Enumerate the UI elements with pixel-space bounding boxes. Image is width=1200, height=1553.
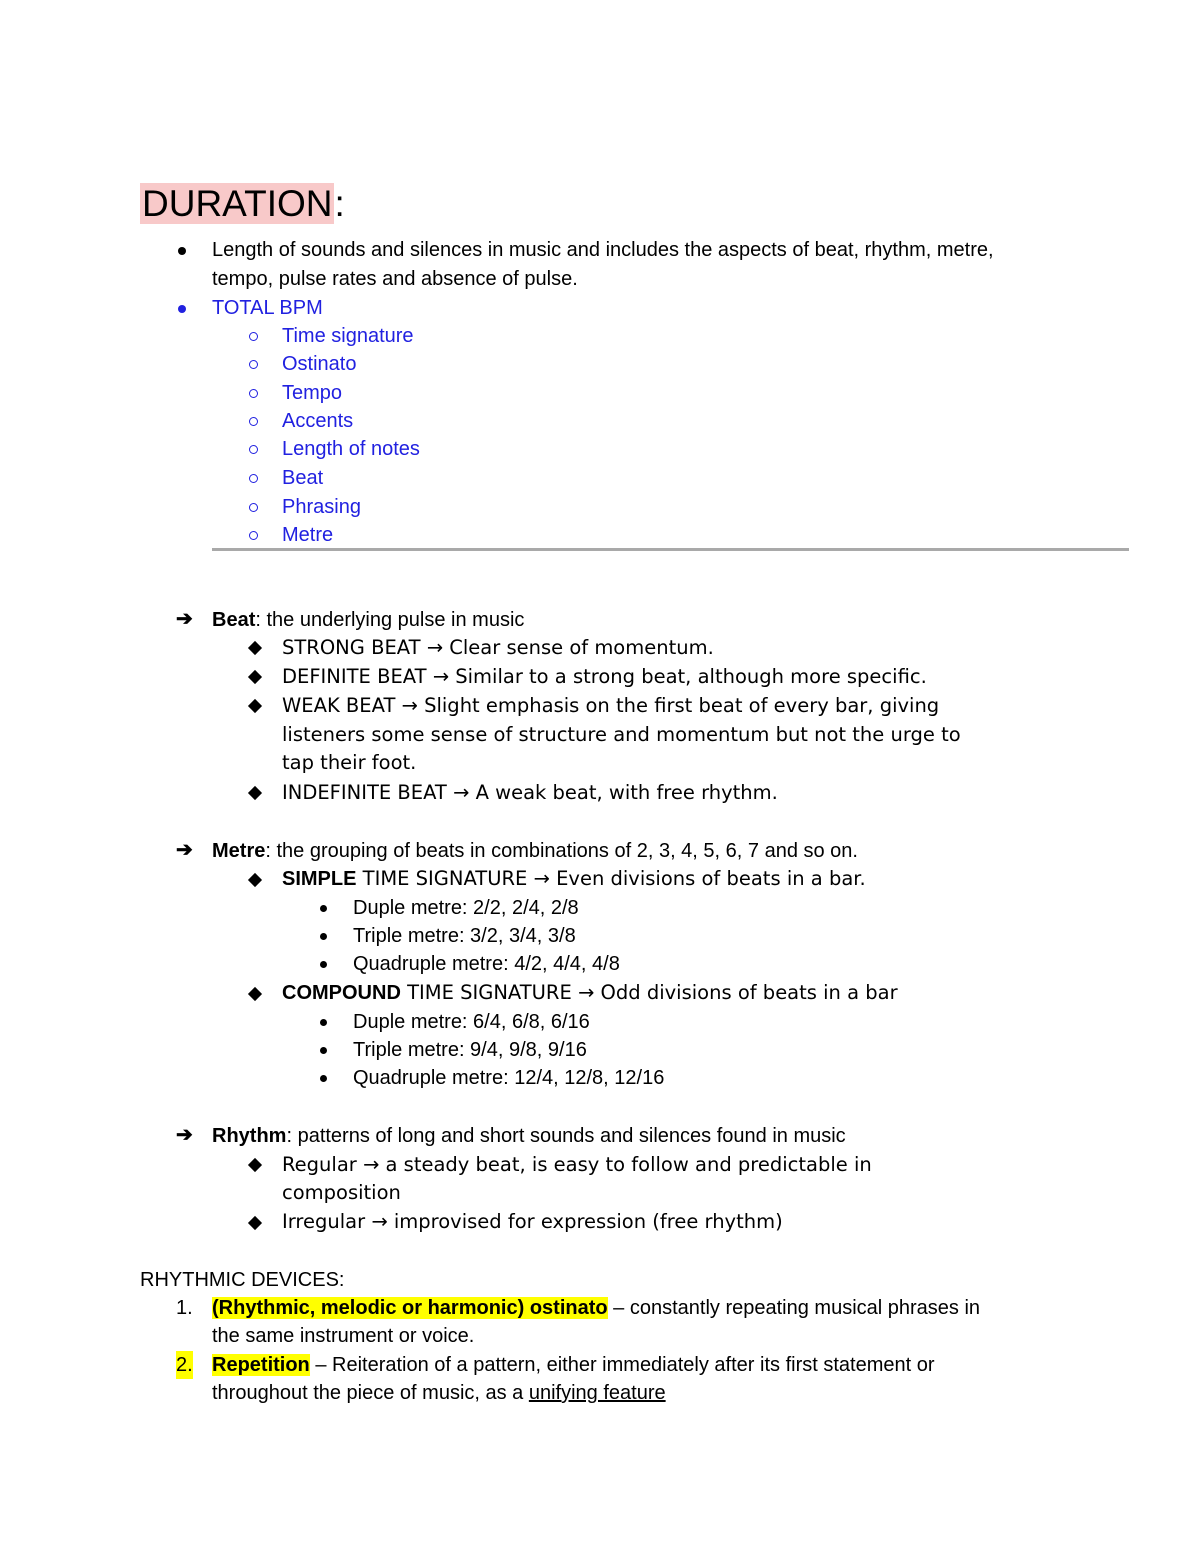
list-item: Triple metre: 9/4, 9/8, 9/16 <box>353 1039 587 1061</box>
list-item: Quadruple metre: 12/4, 12/8, 12/16 <box>353 1067 665 1089</box>
list-item: Time signature <box>282 325 414 347</box>
list-number: 1. <box>176 1297 193 1319</box>
device-item-2-continuation: throughout the piece of music, as a unifying feature <box>212 1382 666 1404</box>
bullet-icon <box>320 1075 327 1082</box>
devices-heading: RHYTHMIC DEVICES: <box>140 1269 345 1291</box>
horizontal-rule <box>212 548 1129 551</box>
circle-bullet-icon <box>249 503 258 512</box>
arrow-bullet-icon: ➔ <box>176 1124 193 1146</box>
total-bpm-label: TOTAL BPM <box>212 297 323 319</box>
metre-heading: Metre: the grouping of beats in combinations of 2, 3, 4, 5, 6, 7 and so on. <box>212 840 858 862</box>
list-item-continuation: tap their foot. <box>282 751 417 774</box>
list-item: DEFINITE BEAT → Similar to a strong beat, although more specific. <box>282 665 927 688</box>
list-item-continuation: composition <box>282 1181 401 1204</box>
circle-bullet-icon <box>249 389 258 398</box>
circle-bullet-icon <box>249 531 258 540</box>
list-item: Quadruple metre: 4/2, 4/4, 4/8 <box>353 953 620 975</box>
circle-bullet-icon <box>249 332 258 341</box>
circle-bullet-icon <box>249 417 258 426</box>
arrow-bullet-icon: ➔ <box>176 839 193 861</box>
device-item-1-continuation: the same instrument or voice. <box>212 1325 475 1347</box>
intro-line-2: tempo, pulse rates and absence of pulse. <box>212 268 578 290</box>
diamond-bullet-icon <box>248 873 262 887</box>
device-item-1: (Rhythmic, melodic or harmonic) ostinato – constantly repeating musical phrases in <box>212 1297 981 1319</box>
list-item: Triple metre: 3/2, 3/4, 3/8 <box>353 925 576 947</box>
intro-line-1: Length of sounds and silences in music and includes the aspects of beat, rhythm, metre, <box>212 239 994 261</box>
diamond-bullet-icon <box>248 670 262 684</box>
unifying-feature-link[interactable]: unifying feature <box>528 1382 666 1404</box>
list-number: 2. <box>176 1351 193 1379</box>
list-item: Phrasing <box>282 496 361 518</box>
device-item-2: Repetition – Reiteration of a pattern, either immediately after its first statement or <box>212 1354 935 1376</box>
bullet-icon <box>320 1047 327 1054</box>
circle-bullet-icon <box>249 360 258 369</box>
list-item-continuation: listeners some sense of structure and momentum but not the urge to <box>282 723 961 746</box>
list-item: Metre <box>282 524 334 546</box>
list-item: INDEFINITE BEAT → A weak beat, with free rhythm. <box>282 781 778 804</box>
list-item: WEAK BEAT → Slight emphasis on the first beat of every bar, giving <box>282 694 940 717</box>
list-item: Length of notes <box>282 438 420 460</box>
diamond-bullet-icon <box>248 1216 262 1230</box>
list-item: Beat <box>282 467 324 489</box>
diamond-bullet-icon <box>248 699 262 713</box>
list-item: Duple metre: 6/4, 6/8, 6/16 <box>353 1011 590 1033</box>
diamond-bullet-icon <box>248 641 262 655</box>
list-item: Tempo <box>282 382 343 404</box>
diamond-bullet-icon <box>248 987 262 1001</box>
page-title: DURATION: <box>142 183 345 224</box>
bullet-icon <box>320 905 327 912</box>
list-item: Accents <box>282 410 354 432</box>
list-item: Regular → a steady beat, is easy to follow and predictable in <box>282 1153 872 1176</box>
simple-time-signature: SIMPLE TIME SIGNATURE → Even divisions of beats in a bar. <box>282 867 866 890</box>
compound-time-signature: COMPOUND TIME SIGNATURE → Odd divisions of beats in a bar <box>282 981 898 1004</box>
list-item: STRONG BEAT → Clear sense of momentum. <box>282 636 714 659</box>
circle-bullet-icon <box>249 474 258 483</box>
bullet-icon <box>178 305 186 313</box>
bullet-icon <box>320 961 327 968</box>
bullet-icon <box>320 1019 327 1026</box>
title-highlight: DURATION <box>142 183 333 224</box>
diamond-bullet-icon <box>248 1158 262 1172</box>
diamond-bullet-icon <box>248 786 262 800</box>
rhythm-heading: Rhythm: patterns of long and short sounds and silences found in music <box>212 1125 846 1147</box>
bullet-icon <box>320 933 327 940</box>
list-item: Duple metre: 2/2, 2/4, 2/8 <box>353 897 579 919</box>
arrow-bullet-icon: ➔ <box>176 608 193 630</box>
circle-bullet-icon <box>249 445 258 454</box>
bullet-icon <box>178 247 186 255</box>
list-item: Ostinato <box>282 353 357 375</box>
beat-heading: Beat: the underlying pulse in music <box>212 609 525 631</box>
list-item: Irregular → improvised for expression (free rhythm) <box>282 1210 783 1233</box>
